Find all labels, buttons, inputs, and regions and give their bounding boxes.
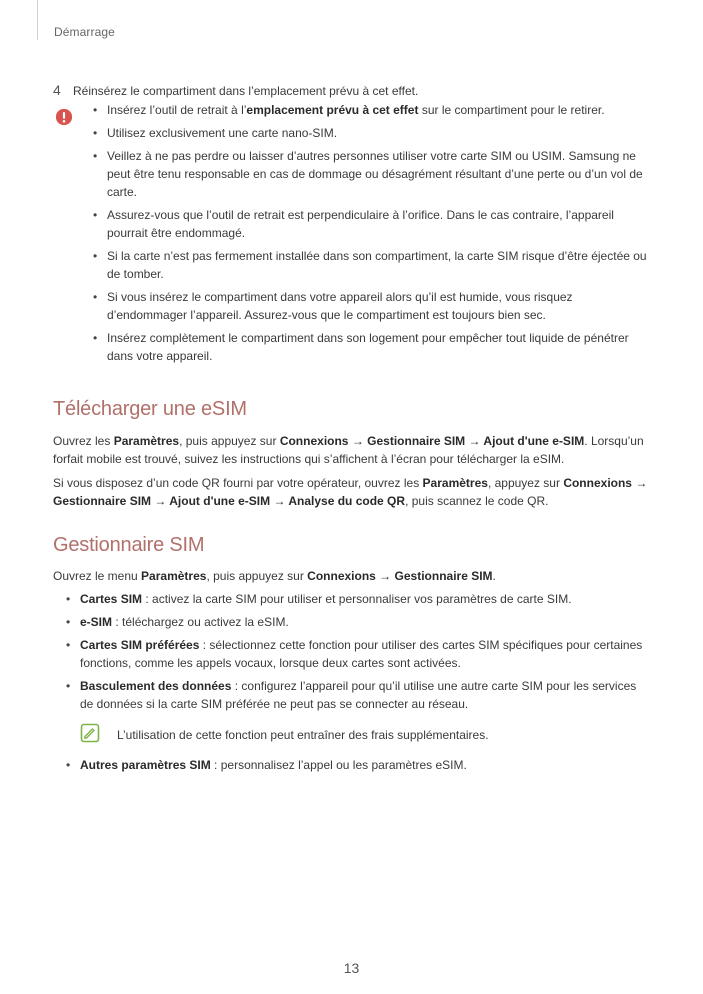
warning-item: • Utilisez exclusivement une carte nano-SIM. (93, 124, 655, 142)
warning-item: • Insérez l’outil de retrait à l’emplacement prévu à cet effet sur le compartiment pour le retirer. (93, 101, 655, 119)
note (80, 723, 650, 747)
list-item: • Autres paramètres SIM : personnalisez l’appel ou les paramètres eSIM. (66, 756, 652, 774)
step-4 (53, 81, 418, 100)
sim-options-list (66, 590, 652, 718)
list-item: • Basculement des données : configurez l’appareil pour qu’il utilise une autre carte SIM pour les services de données si la carte SIM préférée ne peut pas se connecter au réseau. (66, 677, 652, 713)
esim-paragraph-1: Ouvrez les Paramètres, puis appuyez sur Connexions → Gestionnaire SIM → Ajout d'une e-SIM. Lorsqu’un forfait mobile est trouvé, suivez les instructions qui s’affichent à l’écran pour télécharger la eSIM. (53, 434, 644, 466)
sim-intro: Ouvrez le menu Paramètres, puis appuyez sur Connexions → Gestionnaire SIM. (53, 569, 496, 583)
list-item: • e-SIM : téléchargez ou activez la eSIM. (66, 613, 652, 631)
note-text: L’utilisation de cette fonction peut entraîner des frais supplémentaires. (117, 728, 489, 742)
step-text: Réinsérez le compartiment dans l’emplacement prévu à cet effet. (73, 84, 419, 98)
warning-item: • Si vous insérez le compartiment dans votre appareil alors qu’il est humide, vous risquez d’endommager l’appareil. Assurez-vous que le compartiment est toujours bien sec. (93, 288, 655, 324)
page-number: 13 (343, 960, 360, 976)
list-item: • Cartes SIM préférées : sélectionnez cette fonction pour utiliser des cartes SIM spécifiques pour certaines fonctions, comme les appels vocaux, lorsque deux cartes sont activées. (66, 636, 652, 672)
warning-item: • Assurez-vous que l’outil de retrait est perpendiculaire à l’orifice. Dans le cas contraire, l’appareil pourrait être endommagé. (93, 206, 655, 242)
sim-options-list-2 (66, 756, 652, 779)
sim-heading: Gestionnaire SIM (53, 534, 205, 556)
warning-item: • Veillez à ne pas perdre ou laisser d’autres personnes utiliser votre carte SIM ou USIM. Samsung ne peut être tenu responsable en cas de dommage ou désagrément résultant d’une perte ou d’un vol de carte. (93, 147, 655, 201)
note-icon (80, 723, 100, 743)
warning-list (93, 101, 655, 370)
esim-paragraph-2: Si vous disposez d’un code QR fourni par votre opérateur, ouvrez les Paramètres, appuyez sur Connexions → Gestionnaire SIM → Ajout d'une e-SIM → Analyse du code QR, puis scannez le code QR. (53, 476, 648, 508)
section-label: Démarrage (54, 25, 115, 39)
header-divider (37, 0, 38, 40)
esim-heading: Télécharger une eSIM (53, 398, 247, 420)
warning-icon (55, 108, 73, 126)
warning-item: • Si la carte n’est pas fermement installée dans son compartiment, la carte SIM risque d’être éjectée ou de tomber. (93, 247, 655, 283)
step-number: 4 (53, 82, 61, 98)
list-item: • Cartes SIM : activez la carte SIM pour utiliser et personnaliser vos paramètres de carte SIM. (66, 590, 652, 608)
warning-item: • Insérez complètement le compartiment dans son logement pour empêcher tout liquide de pénétrer dans votre appareil. (93, 329, 655, 365)
